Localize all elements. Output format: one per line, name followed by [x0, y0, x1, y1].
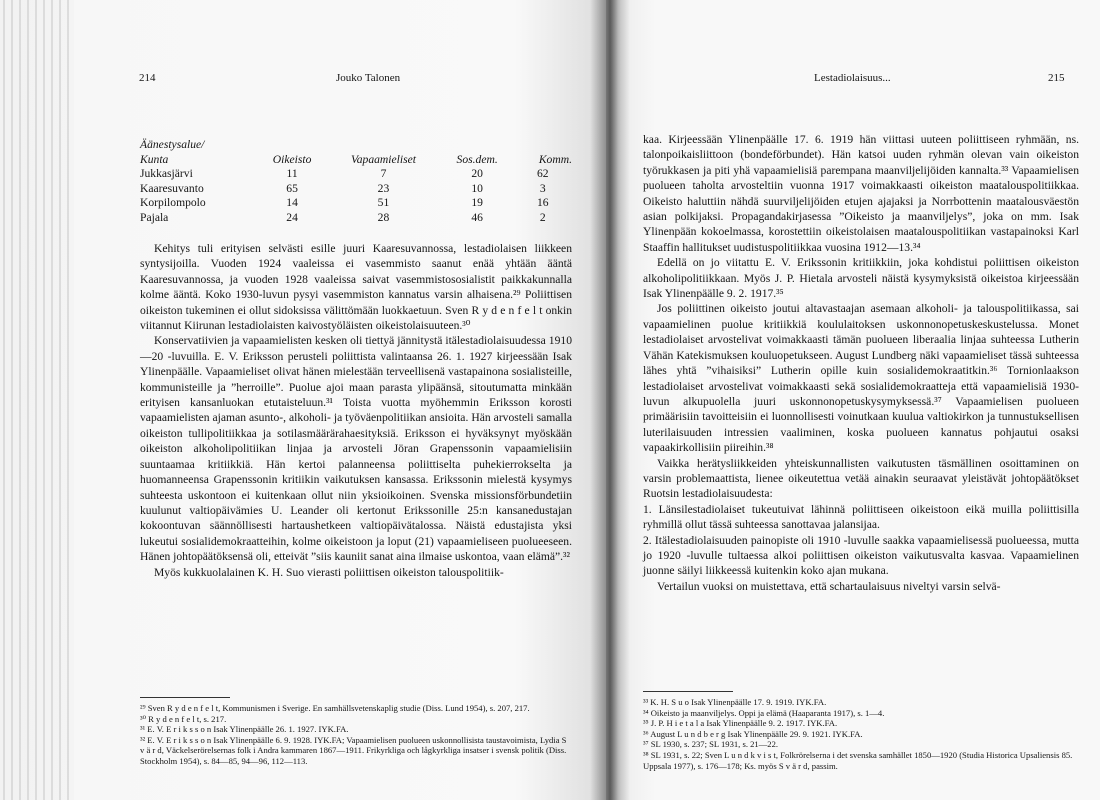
table-cell: 7 — [380, 167, 387, 181]
table-cell: 24 — [286, 210, 298, 224]
table-caption-row — [140, 138, 572, 153]
table-cell: 62 — [536, 167, 549, 181]
list-item: 1. Länsilestadiolaiset tukeutuivat lähinnä poliittiseen oikeistoon eikä muilla poliittisilla ryhmillä ollut tässä suhteessa sanottavaa jalansijaa. — [643, 502, 1079, 532]
right-page — [606, 0, 1100, 800]
page-edges — [0, 0, 74, 800]
table-cell: 14 — [286, 196, 298, 210]
body-paragraph: Konservatiivien ja vapaamielisten kesken oli tiettyä jännitystä itälestadiolaisuudessa 1910—20 -luvuilla. E. V. Eriksson perusteli poliittista valintaansa 26. 1. 1927 kirjeessään Isak Ylinenpäälle. Vapaamieliset olivat hänen mielestään terveellisenä vastapainona sosialisteille, kommunisteille ja ”herroille”. Puolue ajoi maan parasta ylipäänsä, sitoutumatta minkään erityisen kansanluokan etutaisteluun.³¹ Toista vuotta myöhemmin Eriksson korosti vapaamielisten ajaman asunto-, alkoholi- ja työväenpolitiikan ansioita. Hän arvosteli samalla oikeiston tullipolitiikkaa ja sotilasmäärärahaesityksiä. Eriksson ei hyväksynyt myöskään oikeiston alkoholipolitiikan linjaa ja arvosteli Jöran Grapenssonin vapaamielisiin suuntaamaa kritiikkiä. Hän kertoi palanneensa poliittiselta puhekierrokselta ja huomanneensa Grapenssonin kritiikin vaikutuksen kansassa. Erikssonin mielestä kysymys suhteesta uskontoon ei kuitenkaan ollut niin yksioikoinen. Svenska missionsförbundetiin kuulunut valtiopäivämies U. Leander oli kertonut Erikssonille 25:n kansanedustajan kokoontuvan säännöllisesti hartaushetkeen valtiopäivätalossa. Näistä edustajista yksi lukeutui sosialidemokraatteihin, kolme oikeistoon ja loput (21) vapaamieliseen puolueeseen. Hänen johtopäätöksensä oli, etteivät ”siis kauniit sanat aina ilmaise uskontoa, vaan elämä”.³² — [140, 334, 572, 564]
table-cell: 10 — [471, 181, 483, 195]
table-cell: 65 — [286, 181, 298, 195]
table-header: Komm. — [538, 152, 572, 166]
table-row — [140, 196, 572, 211]
table-cell-name: Pajala — [140, 210, 169, 224]
table-cell: 23 — [377, 181, 390, 195]
table-header: Sos.dem. — [456, 152, 498, 166]
table-row — [140, 167, 572, 182]
left-running-head: Jouko Talonen — [336, 72, 401, 84]
body-paragraph: Jos poliittinen oikeisto joutui altavastaajan asemaan alkoholi- ja talouspolitiikassa, sai vapaamielinen puolue kritiikkiä koululaitoksen uskonnonopetuskeskustelussa. Monet lestadiolaiset arvostelivat voimakkaasti tämän puolueen liberaalia linjaa suhteessa Lutherin Vähän Katekismuksen kouluopetukseen. August Lundberg näki vapaamieliset tässä suhteessa lähes yhtä ”vihaisiksi” Lutherin opille kuin sosialidemokraatitkin.³⁶ Tornionlaakson lestadiolaiset arvostelivat voimakkaasti sekä sosialidemokraatteja että vapaamielisiä 1930-luvun alkupuolella juuri uskonnonopetuskysymyksessä.³⁷ Vapaamielisen puolueen primäärisiin tavoitteisiin ei luonnollisesti voinutkaan kuulua valtiokirkon ja tunnustuksellisen luterilaisuuden intressien vaaliminen, koska puolueen kannatus pohjautui osaksi vapaakirkollisiin piireihin.³⁸ — [643, 302, 1079, 455]
left-body-text — [140, 241, 572, 580]
table-cell: 51 — [377, 196, 390, 210]
footnote: ³¹ E. V. E r i k s s o n Isak Ylinenpäälle 26. 1. 1927. IYK.FA. — [140, 724, 349, 735]
right-page-number: 215 — [1048, 72, 1065, 84]
footnote: ³⁶ August L u n d b e r g Isak Ylinenpäälle 29. 9. 1921. IYK.FA. — [643, 728, 863, 739]
footnote: ³² E. V. E r i k s s o n Isak Ylinenpäälle 6. 9. 1928. IYK.FA; Vapaamielisen puolueen uskonnollisista taustavoimista, Lydia S v ä r d, Väckelserörelsernas folk i Andra kammaren 1867—1911. Frikyrkliga och lågkyrkliga insatser i svensk politik (Diss. Stockholm 1954), s. 84—85, 94—96, 112—113. — [140, 734, 567, 766]
body-paragraph: Vaikka herätysliikkeiden yhteiskunnallisten vaikutusten täsmällinen osoittaminen on varsin problemaattista, lienee oikeutettua vetää ainakin seuraavat yleistävät johtopäätökset Ruotsin lestadiolaisuudesta: — [643, 456, 1079, 501]
right-footnotes — [643, 697, 1079, 771]
table-cell: 28 — [377, 210, 390, 224]
table-header: Oikeisto — [272, 152, 312, 166]
table-header: Vapaamieliset — [350, 152, 416, 166]
left-footnotes — [140, 703, 572, 767]
right-running-head: Lestadiolaisuus... — [814, 72, 891, 84]
footnote-divider — [140, 697, 230, 698]
left-page-number: 214 — [139, 72, 156, 84]
table-caption-line1: Äänestysalue/ — [140, 138, 205, 151]
footnote: ³⁵ J. P. H i e t a l a Isak Ylinenpäälle 9. 2. 1917. IYK.FA. — [643, 718, 838, 729]
table-cell: 11 — [286, 167, 298, 181]
body-paragraph: Edellä on jo viitattu E. V. Erikssonin kritiikkiin, joka kohdistui poliittisen oikeiston alkoholipolitiikkaan. Myös J. P. Hietala arvosteli näistä kysymyksistä oikeistoa kirjeessään Isak Ylinenpäälle 9. 2. 1917.³⁵ — [643, 256, 1079, 301]
body-paragraph: Kehitys tuli erityisen selvästi esille juuri Kaaresuvannossa, lestadiolaisen liikkeen syntysijoilla. Vuoden 1924 vaaleissa ei vasemmisto saanut enää yhtään ääntä Kaaresuvannossa, ja vuoden 1928 vaaleissa saivat vasemmistososialistit paikkakunnalla kolme ääntä. Koko 1930-luvun pysyi vasemmiston kannatus varsin alhaisena.²⁹ Poliittisen oikeiston tukeminen ei ollut sidoksissa välittömään luokkaetuun. Sven R y d e n f e l t onkin viitannut Kiirunan lestadiolaisten kaivostyöläisten oikeistolaisuuteen.³⁰ — [140, 242, 572, 333]
body-paragraph: Vertailun vuoksi on muistettava, että schartaulaisuus niveltyi varsin selvä- — [657, 579, 1001, 593]
table-row — [140, 182, 572, 197]
table-row — [140, 211, 572, 226]
table-caption-line2: Kunta — [140, 152, 169, 166]
table-cell: 3 — [539, 181, 546, 195]
table-cell-name: Jukkasjärvi — [140, 167, 193, 181]
footnote: ³⁷ SL 1930, s. 237; SL 1931, s. 21—22. — [643, 739, 779, 750]
body-paragraph: kaa. Kirjeessään Ylinenpäälle 17. 6. 1919 hän viittasi uuteen poliittiseen ryhmään, ns. talonpoikaisliittoon (bondeförbundet). Hän katsoi uuden ryhmän olevan vain oikeiston työrukkasen ja piti yhä vapaamielisiä parempana maanviljelijöiden kannalta.³³ Vapaamielisen puolueen taholta arvosteltiin vuonna 1917 voimakkaasti oikeiston maatalouspolitiikkaa. Oikeisto haluttiin nähdä suurviljelijöiden etujen ajajaksi ja Norrbottenin maatalousväestön asian polkijaksi. Propagandakirjasessa ”Oikeisto ja maanviljelys”, joka on mm. Isak Ylinenpään kokoelmassa, korostettiin oikeistolaisen maatalouspolitiikan vastapainoksi Karl Staaffin hallitukset uudistuspolitiikkaa vuosina 1912—13.³⁴ — [643, 133, 1079, 254]
body-paragraph: Myös kukkuolalainen K. H. Suo vierasti poliittisen oikeiston talouspolitiik- — [154, 565, 504, 579]
table-cell: 19 — [471, 196, 483, 210]
vote-table — [140, 138, 572, 226]
table-cell: 2 — [539, 210, 546, 224]
table-cell-name: Kaaresuvanto — [140, 181, 204, 195]
table-cell-name: Korpilompolo — [140, 196, 206, 210]
table-cell: 20 — [471, 167, 483, 181]
footnote: ³⁸ SL 1931, s. 22; Sven L u n d k v i s t, Folkrörelserna i det svenska samhället 1850—1920 (Studia Historica Upsaliensis 85. Uppsala 1977), s. 176—178; Ks. myös S v ä r d, passim. — [643, 749, 1073, 771]
right-body-text — [643, 132, 1079, 594]
table-cell: 46 — [471, 210, 483, 224]
table-cell: 16 — [536, 196, 549, 210]
footnote-divider — [643, 691, 733, 692]
book-gutter — [590, 0, 630, 800]
list-item: 2. Itälestadiolaisuuden painopiste oli 1910 -luvulle saakka vapaamielisessä puolueessa, mutta jo 1920 -luvulle tultaessa alkoi poliittisen oikeiston vaikutusvalta kasvaa. Vapaamielinen juonne säilyi liikkeessä kuitenkin koko ajan mukana. — [643, 533, 1079, 578]
footnote: ²⁹ Sven R y d e n f e l t, Kommunismen i Sverige. En samhällsvetenskaplig studie (Diss. Lund 1954), s. 207, 217. — [140, 703, 530, 713]
footnote: ³⁰ R y d e n f e l t, s. 217. — [140, 713, 227, 724]
footnote: ³³ K. H. S u o Isak Ylinenpäälle 17. 9. 1919. IYK.FA. — [643, 697, 827, 707]
table-header-row — [140, 153, 572, 168]
footnote: ³⁴ Oikeisto ja maanviljelys. Oppi ja elämä (Haaparanta 1917), s. 1—4. — [643, 707, 885, 718]
